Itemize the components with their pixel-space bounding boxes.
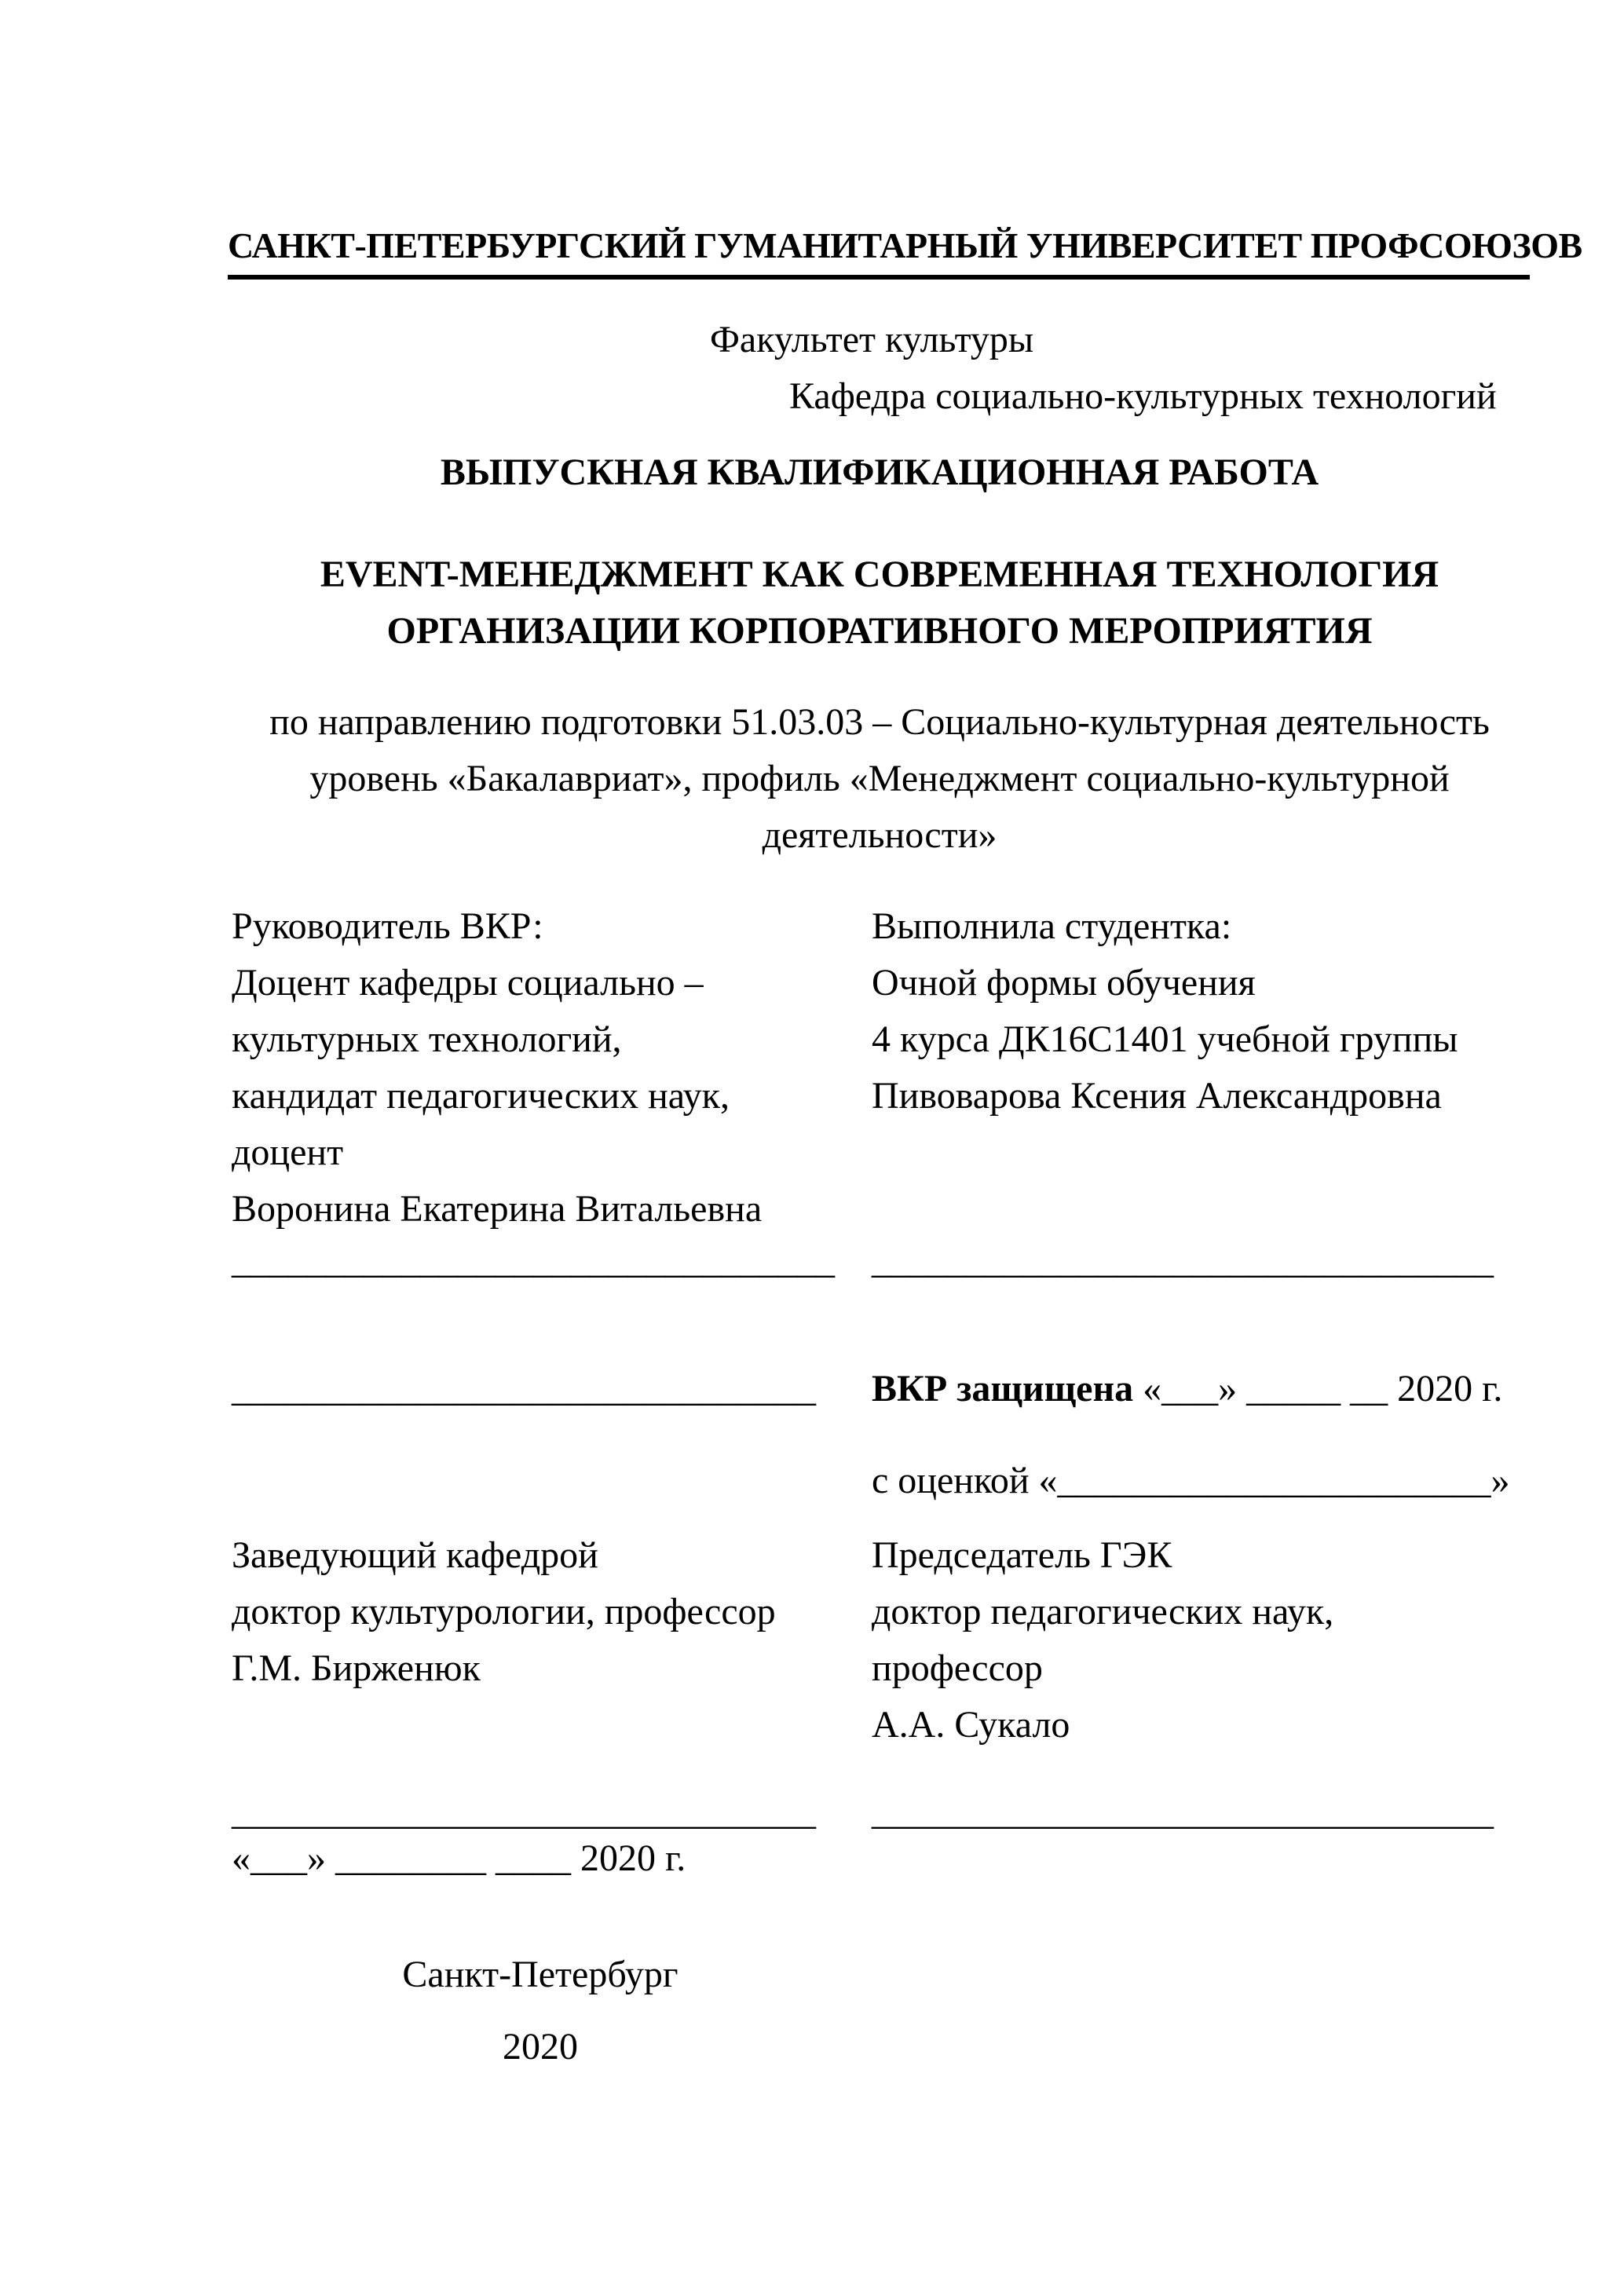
gek-chair-degree-1: доктор педагогических наук, [872, 1591, 1334, 1632]
supervisor-signature-blank: ________________________________ [232, 1240, 835, 1281]
dept-head-date-blank: «___» ________ ____ 2020 г. [232, 1837, 686, 1879]
gek-chair-signature-blank: _________________________________ [872, 1791, 1494, 1833]
supervisor-label: Руководитель ВКР: [232, 905, 543, 947]
student-signature-blank: _________________________________ [872, 1240, 1494, 1281]
student-line-1: Очной формы обучения [872, 962, 1256, 1004]
dept-head-degree: доктор культурологии, профессор [232, 1591, 776, 1632]
program-line-1: по направлению подготовки 51.03.03 – Социально-культурная деятельность [269, 701, 1490, 743]
program-line-2: уровень «Бакалавриат», профиль «Менеджмент социально-культурной [309, 758, 1450, 799]
supervisor-position-line-3: кандидат педагогических наук, [232, 1075, 730, 1117]
dept-head-label: Заведующий кафедрой [232, 1534, 598, 1576]
city-line: Санкт-Петербург [402, 1954, 678, 1995]
faculty-line: Факультет культуры [710, 319, 1034, 360]
supervisor-position-line-4: доцент [232, 1132, 344, 1173]
student-line-2: 4 курса ДК16С1401 учебной группы [872, 1018, 1458, 1060]
work-type-heading: ВЫПУСКНАЯ КВАЛИФИКАЦИОННАЯ РАБОТА [440, 452, 1319, 493]
thesis-title-line-2: ОРГАНИЗАЦИИ КОРПОРАТИВНОГО МЕРОПРИЯТИЯ [386, 610, 1373, 652]
supervisor-position-line-2: культурных технологий, [232, 1018, 622, 1060]
program-line-3: деятельности» [762, 814, 997, 856]
student-label: Выполнила студентка: [872, 905, 1232, 947]
dept-head-signature-blank: _______________________________ [232, 1791, 816, 1833]
grade-line: с оценкой «_______________________» [872, 1460, 1510, 1501]
dept-head-name: Г.М. Бирженюк [232, 1647, 481, 1689]
supervisor-position-line-1: Доцент кафедры социально – [232, 962, 704, 1004]
thesis-title-line-1: EVENT-МЕНЕДЖМЕНТ КАК СОВРЕМЕННАЯ ТЕХНОЛОГИЯ [320, 554, 1439, 595]
gek-chair-name: А.А. Сукало [872, 1704, 1070, 1746]
department-line: Кафедра социально-культурных технологий [789, 375, 1497, 417]
university-title: САНКТ-ПЕТЕРБУРГСКИЙ ГУМАНИТАРНЫЙ УНИВЕРСИТЕТ ПРОФСОЮЗОВ [228, 225, 1582, 265]
defense-date-label: ВКР защищена [872, 1368, 1134, 1409]
defense-date-line [872, 1367, 1502, 1411]
student-name: Пивоварова Ксения Александровна [872, 1075, 1442, 1117]
supervisor-signature-blank-2: _______________________________ [232, 1368, 816, 1409]
supervisor-name: Воронина Екатерина Витальевна [232, 1188, 763, 1230]
defense-date-blank: «___» _____ __ 2020 г. [1143, 1368, 1503, 1409]
year-line: 2020 [503, 2026, 578, 2067]
gek-chair-label: Председатель ГЭК [872, 1534, 1172, 1576]
header-divider [228, 275, 1530, 280]
gek-chair-degree-2: профессор [872, 1647, 1043, 1689]
